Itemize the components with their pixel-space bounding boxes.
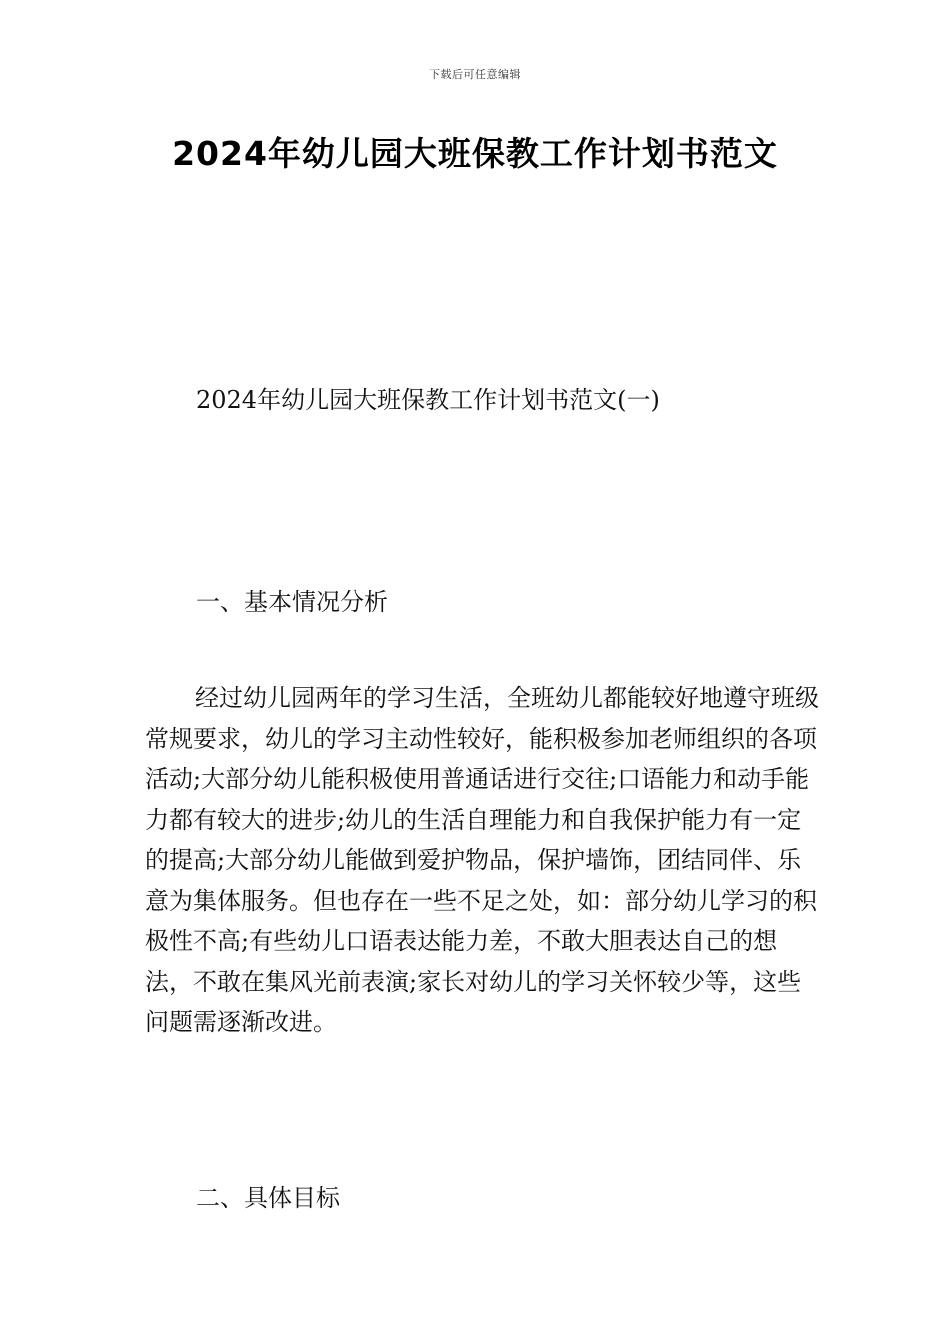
section-heading-basic-analysis: 一、基本情况分析 [196, 588, 388, 616]
document-subtitle: 2024年幼儿园大班保教工作计划书范文(一) [196, 386, 660, 414]
section-heading-specific-goals: 二、具体目标 [196, 1184, 340, 1212]
header-note: 下载后可任意编辑 [429, 68, 521, 81]
section-paragraph-basic-analysis: 经过幼儿园两年的学习生活，全班幼儿都能较好地遵守班级常规要求，幼儿的学习主动性较好，能积极参加老师组织的各项活动;大部分幼儿能积极使用普通话进行交往;口语能力和动手能力都有较大的进步;幼儿的生活自理能力和自我保护能力有一定的提高;大部分幼儿能做到爱护物品，保护墙饰，团结同伴、乐意为集体服务。但也存在一些不足之处，如：部分幼儿学习的积极性不高;有些幼儿口语表达能力差，不敢大胆表达自己的想法，不敢在集风光前表演;家长对幼儿的学习关怀较少等，这些问题需逐渐改进。 [145, 684, 819, 1036]
document-title: 2024年幼儿园大班保教工作计划书范文 [172, 134, 778, 173]
